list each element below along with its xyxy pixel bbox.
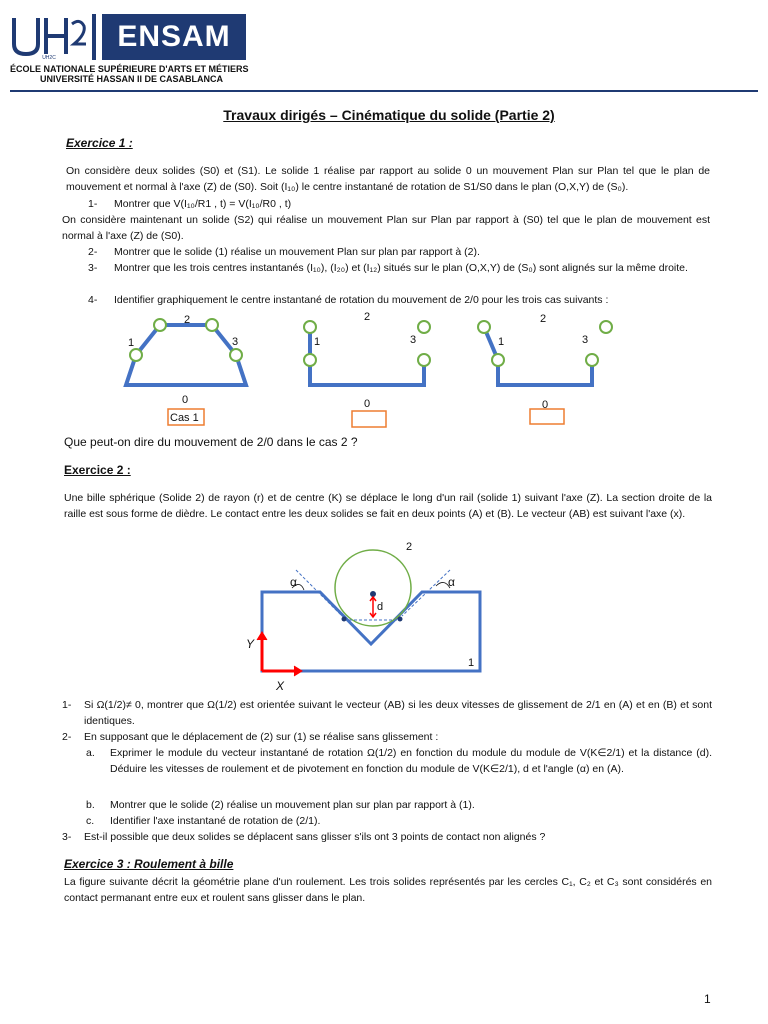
d-label: d bbox=[377, 601, 384, 613]
ex2-q2c-num: c. bbox=[86, 815, 95, 827]
ex1-q2 bbox=[88, 244, 708, 260]
ex2-q2a-text: Exprimer le module du vecteur instantané de rotation Ω(1/2) en fonction du module du module de V(K∈2/1) et la distance (d). Déduire les vitesses de roulement et de pivotement en fonction du module de V(K∈2/1), d et l'angle (α) en (A). bbox=[110, 747, 712, 775]
ex2-q2c bbox=[86, 813, 712, 829]
ex2-q2b-num: b. bbox=[86, 799, 95, 811]
ex1-paragraph-1: On considère deux solides (S0) et (S1). Le solide 1 réalise par rapport au solide 0 un mouvement Plan sur Plan tel que le plan de mouvement et normal à l'axe (Z) de (S0). Soit (I₁₀) le centre instantané de rotation de S1/S0 dans le plan (O,X,Y) de (S₀). bbox=[66, 165, 710, 193]
ball-label: 2 bbox=[406, 541, 413, 553]
case3-label-0: 0 bbox=[542, 399, 549, 411]
page-title: Travaux dirigés – Cinématique du solide (Partie 2) bbox=[223, 107, 555, 123]
ex2-q3 bbox=[62, 829, 712, 845]
ex2-paragraph-1: Une bille sphérique (Solide 2) de rayon (r) et de centre (K) se déplace le long d'un rail (solide 1) suivant l'axe (Z). La section droite de la raille est sous forme de dièdre. Le contact entre les deux solides se fait en deux points (A) et (B). Le vecteur (AB) est suivant l'axe (x). bbox=[64, 492, 712, 520]
x-axis-label: X bbox=[276, 679, 285, 693]
ex1-q4-num: 4- bbox=[88, 294, 98, 306]
page-number: 1 bbox=[704, 992, 711, 1006]
ex2-q2b-text: Montrer que le solide (2) réalise un mouvement plan sur plan par rapport à (1). bbox=[110, 799, 475, 811]
alpha-right: α bbox=[448, 575, 455, 589]
ex2-q1 bbox=[62, 697, 712, 729]
case3-label-2: 2 bbox=[540, 313, 547, 325]
rail-figure bbox=[240, 538, 500, 694]
ex1-q2-num: 2- bbox=[88, 246, 98, 258]
ex1-q1-num: 1- bbox=[88, 198, 98, 210]
ex1-question-after: Que peut-on dire du mouvement de 2/0 dans le cas 2 ? bbox=[64, 435, 358, 449]
ex2-q2b bbox=[86, 797, 712, 813]
case2-label-1: 1 bbox=[314, 336, 321, 348]
ex1-q1 bbox=[88, 196, 708, 212]
uh2c-text: UH2C bbox=[42, 55, 56, 60]
case1-label-0: 0 bbox=[182, 394, 189, 406]
university-line: UNIVERSITÉ HASSAN II DE CASABLANCA bbox=[40, 74, 224, 84]
ex3-title: Exercice 3 : Roulement à bille bbox=[64, 857, 234, 871]
ensam-logo bbox=[10, 12, 249, 84]
ensam-wordmark: ENSAM bbox=[102, 14, 246, 60]
ex3-paragraph-1: La figure suivante décrit la géométrie plane d'un roulement. Les trois solides représentés par les cercles C₁, C₂ et C₃ sont considérés en contact permanant entre eux et roulent sans glisser dans le plan. bbox=[64, 876, 712, 904]
case1-label-3: 3 bbox=[232, 336, 239, 348]
case2-label-0: 0 bbox=[364, 398, 371, 410]
cas1-label: Cas 1 bbox=[170, 412, 199, 424]
uh2c-logo bbox=[10, 14, 88, 60]
alpha-left: α bbox=[290, 575, 297, 589]
school-line: ÉCOLE NATIONALE SUPÉRIEURE D'ARTS ET MÉTIERS bbox=[10, 64, 249, 74]
ex2-q3-text: Est-il possible que deux solides se déplacent sans glisser s'ils ont 3 points de contact non alignés ? bbox=[84, 831, 546, 843]
ex1-title: Exercice 1 : bbox=[66, 136, 133, 150]
ex2-q2c-text: Identifier l'axe instantané de rotation de (2/1). bbox=[110, 815, 321, 827]
case2-label-2: 2 bbox=[364, 311, 371, 323]
ex2-q2 bbox=[62, 729, 712, 745]
ex2-q2-num: 2- bbox=[62, 731, 72, 743]
ex2-q3-num: 3- bbox=[62, 831, 72, 843]
ex1-paragraph-2: On considère maintenant un solide (S2) qui réalise un mouvement Plan sur Plan par rapport à (S0) tel que le plan de mouvement est normal à l'axe (Z) de (S0). bbox=[62, 214, 710, 242]
case3-label-1: 1 bbox=[498, 336, 505, 348]
rail-label: 1 bbox=[468, 657, 475, 669]
ex1-q3-num: 3- bbox=[88, 262, 98, 274]
case1-label-1: 1 bbox=[128, 337, 135, 349]
ex1-q1-text: Montrer que V(I₁₀/R1 , t) = V(I₁₀/R0 , t) bbox=[114, 198, 292, 210]
case3-label-3: 3 bbox=[582, 334, 589, 346]
case2-label-3: 3 bbox=[410, 334, 417, 346]
logo-divider bbox=[92, 14, 96, 60]
ex2-q2a bbox=[86, 745, 712, 777]
ex2-q1-text: Si Ω(1/2)≠ 0, montrer que Ω(1/2) est orientée suivant le vecteur (AB) si les deux vitesses de glissement de 2/1 en (A) et en (B) et sont identiques. bbox=[84, 699, 712, 727]
ex1-q3 bbox=[88, 260, 710, 276]
ex1-q4-text: Identifier graphiquement le centre instantané de rotation du mouvement de 2/0 pour les trois cas suivants : bbox=[114, 294, 609, 306]
ex2-title: Exercice 2 : bbox=[64, 463, 131, 477]
mechanism-figures bbox=[110, 305, 630, 430]
header-rule bbox=[10, 90, 758, 92]
ex1-q2-text: Montrer que le solide (1) réalise un mouvement Plan sur plan par rapport à (2). bbox=[114, 246, 480, 258]
ex2-q2a-num: a. bbox=[86, 747, 95, 759]
y-axis-label: Y bbox=[246, 637, 255, 651]
case1-label-2: 2 bbox=[184, 314, 191, 326]
ex1-q3-text: Montrer que les trois centres instantanés (I₁₀), (I₂₀) et (I₁₂) situés sur le plan (O,X,Y) de (S₀) sont alignés sur la même droite. bbox=[114, 262, 688, 274]
ex2-q1-num: 1- bbox=[62, 699, 72, 711]
ex2-q2-text: En supposant que le déplacement de (2) sur (1) se réalise sans glissement : bbox=[84, 731, 439, 743]
